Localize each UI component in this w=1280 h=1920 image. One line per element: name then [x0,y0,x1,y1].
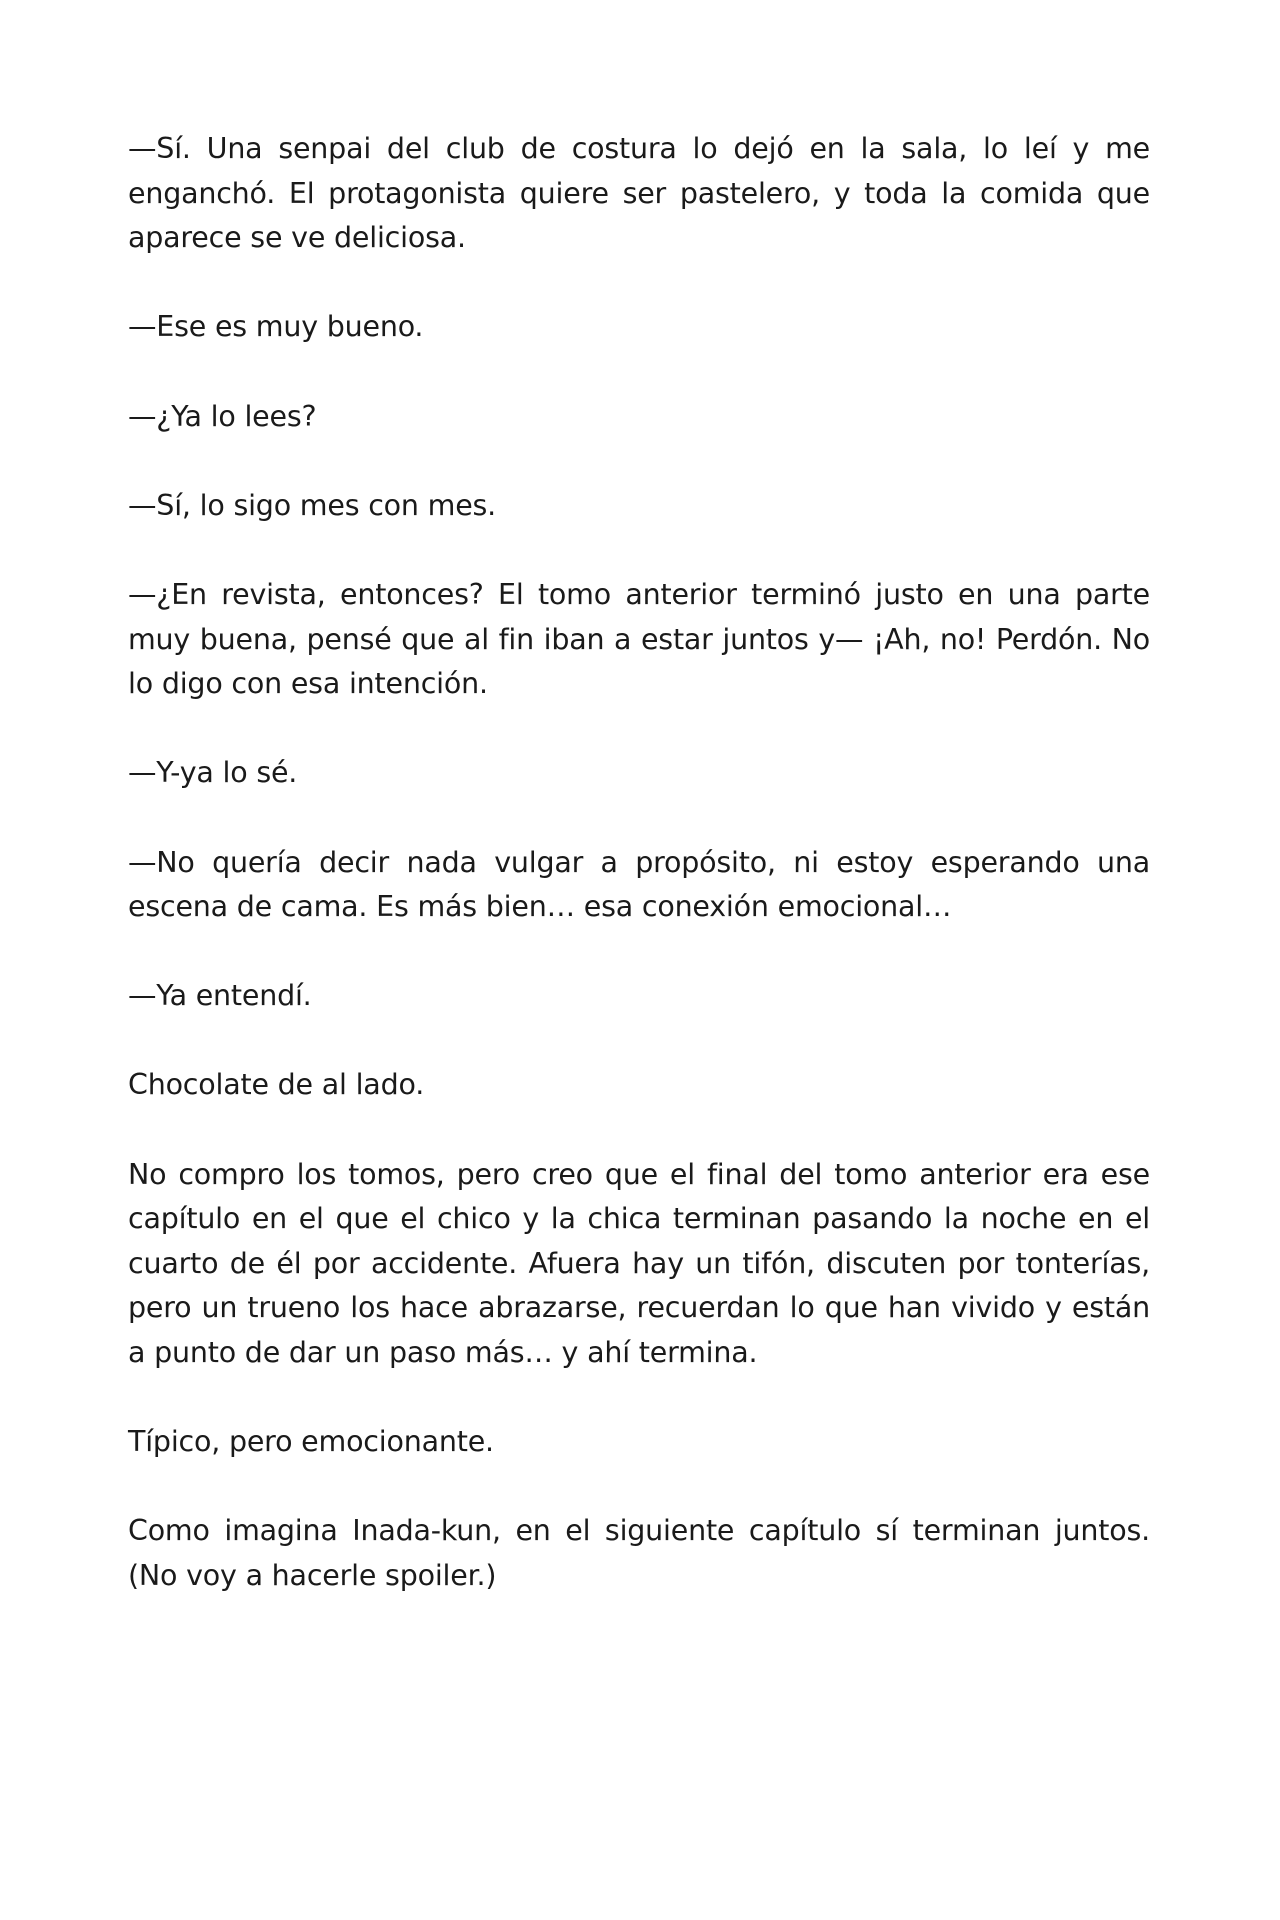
paragraph: Típico, pero emocionante. [128,1425,494,1459]
paragraph: —Sí, lo sigo mes con mes. [128,488,497,522]
paragraph: Como imagina Inada-kun, en el siguiente capítulo sí terminan juntos. (No voy a hacerle spoiler.) [128,1514,1150,1592]
paragraph: No compro los tomos, pero creo que el final del tomo anterior era ese capítulo en el que el chico y la chica terminan pasando la noche en el cuarto de él por accidente. Afuera hay un tifón, discuten por tonterías, pero un trueno los hace abrazarse, recuerdan lo que han vivido y están a punto de dar un paso más… y ahí termina. [128,1157,1150,1370]
paragraph: Chocolate de al lado. [128,1068,425,1102]
paragraph: —¿Ya lo lees? [128,399,317,433]
paragraph: —No quería decir nada vulgar a propósito, ni estoy esperando una escena de cama. Es más bien… esa conexión emocional… [128,845,1150,924]
paragraph: —Sí. Una senpai del club de costura lo dejó en la sala, lo leí y me enganchó. El protagonista quiere ser pastelero, y toda la comida que aparece se ve deliciosa. [128,132,1150,255]
paragraph: —Y-ya lo sé. [128,756,298,790]
paragraph: —Ya entendí. [128,979,312,1013]
paragraph: —¿En revista, entonces? El tomo anterior terminó justo en una parte muy buena, pensé que al fin iban a estar juntos y— ¡Ah, no! Perdón. No lo digo con esa intención. [128,577,1150,701]
paragraph: —Ese es muy bueno. [128,310,424,344]
